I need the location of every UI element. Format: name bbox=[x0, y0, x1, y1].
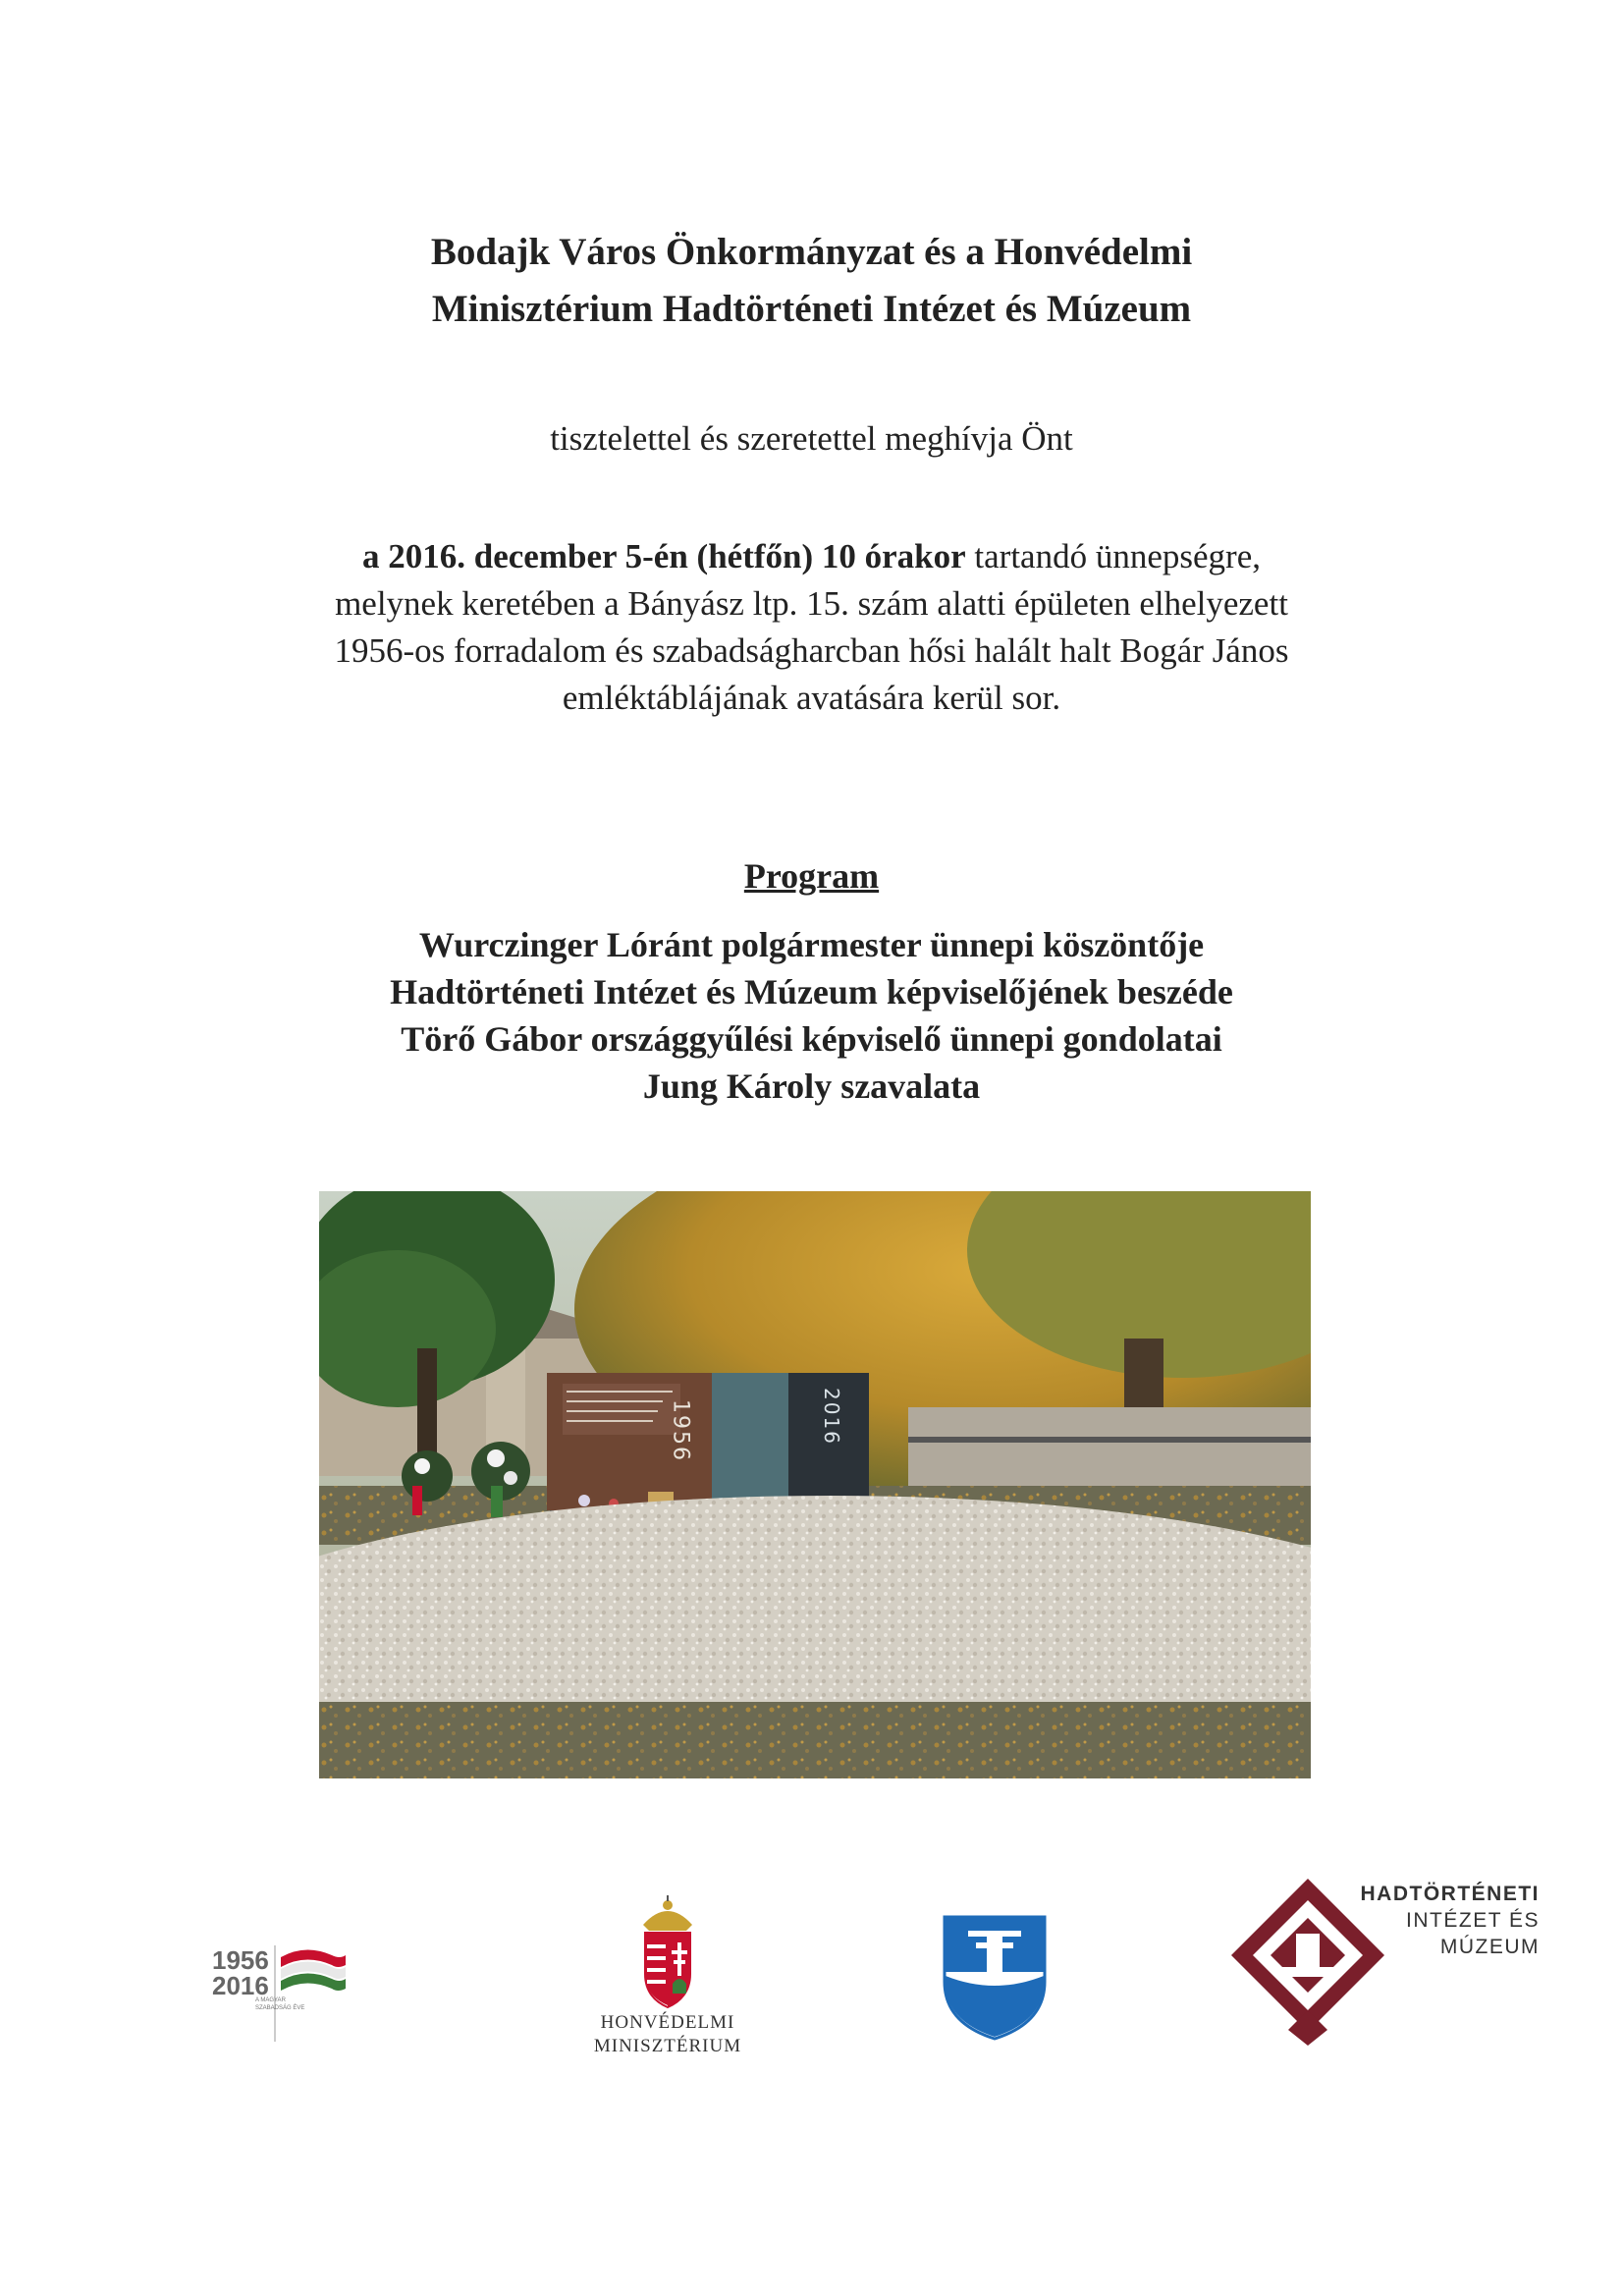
ministry-name bbox=[584, 2011, 751, 2058]
museum-logo bbox=[1210, 1871, 1543, 2048]
memorial-photo bbox=[319, 1191, 1311, 1778]
memorial-photo-illustration bbox=[319, 1191, 1311, 1778]
details-line-1-rest: tartandó ünnepségre, bbox=[965, 537, 1261, 575]
bodajk-shield-logo bbox=[941, 1913, 1049, 2043]
anniversary-caption: A MAGYAR SZABADSÁG ÉVE bbox=[255, 1997, 305, 2011]
program-item: Wurczinger Lóránt polgármester ünnepi köszöntője bbox=[418, 925, 1205, 964]
program-item: Hadtörténeti Intézet és Múzeum képviselőjének beszéde bbox=[390, 972, 1233, 1011]
program-heading: Program bbox=[743, 856, 880, 896]
ministry-logo bbox=[584, 1895, 751, 2082]
invitation-text: tisztelettel és szeretettel meghívja Önt bbox=[550, 419, 1073, 458]
details-line-1 bbox=[0, 533, 1623, 580]
document-title bbox=[0, 224, 1623, 338]
ministry-name-line-1: HONVÉDELMI bbox=[600, 2012, 735, 2033]
program-item: Törő Gábor országgyűlési képviselő ünnepi gondolatai bbox=[401, 1019, 1222, 1059]
shield-cross-icon bbox=[941, 1913, 1049, 2043]
anniversary-flag-icon bbox=[212, 1940, 350, 2048]
title-line-2: Minisztérium Hadtörténeti Intézet és Múzeum bbox=[431, 288, 1192, 330]
museum-name-line-1: HADTÖRTÉNETI bbox=[1360, 1883, 1540, 1905]
hungarian-coat-of-arms-icon bbox=[584, 1895, 751, 2011]
event-details bbox=[0, 533, 1623, 722]
museum-name bbox=[1347, 1881, 1540, 1960]
details-line-3: 1956-os forradalom és szabadságharcban hősi halált halt Bogár János bbox=[334, 631, 1289, 670]
event-datetime: a 2016. december 5-én (hétfőn) 10 órakor bbox=[362, 537, 966, 575]
anniversary-logo bbox=[212, 1940, 350, 2048]
program-list bbox=[0, 921, 1623, 1110]
museum-name-line-3: MÚZEUM bbox=[1439, 1936, 1540, 1958]
monument-year-right: 2016 bbox=[820, 1388, 843, 1446]
program-item: Jung Károly szavalata bbox=[642, 1066, 981, 1106]
anniversary-year-bottom: 2016 bbox=[212, 1971, 269, 2000]
museum-name-line-2: INTÉZET ÉS bbox=[1406, 1909, 1540, 1932]
title-line-1: Bodajk Város Önkormányzat és a Honvédelmi bbox=[430, 231, 1193, 273]
ministry-name-line-2: MINISZTÉRIUM bbox=[593, 2036, 742, 2056]
details-line-4: emléktáblájának avatására kerül sor. bbox=[562, 679, 1061, 717]
monument-year-left: 1956 bbox=[668, 1399, 693, 1462]
details-line-2: melynek keretében a Bányász ltp. 15. szám alatti épületen elhelyezett bbox=[335, 584, 1288, 623]
anniversary-year-top: 1956 bbox=[212, 1945, 269, 1975]
